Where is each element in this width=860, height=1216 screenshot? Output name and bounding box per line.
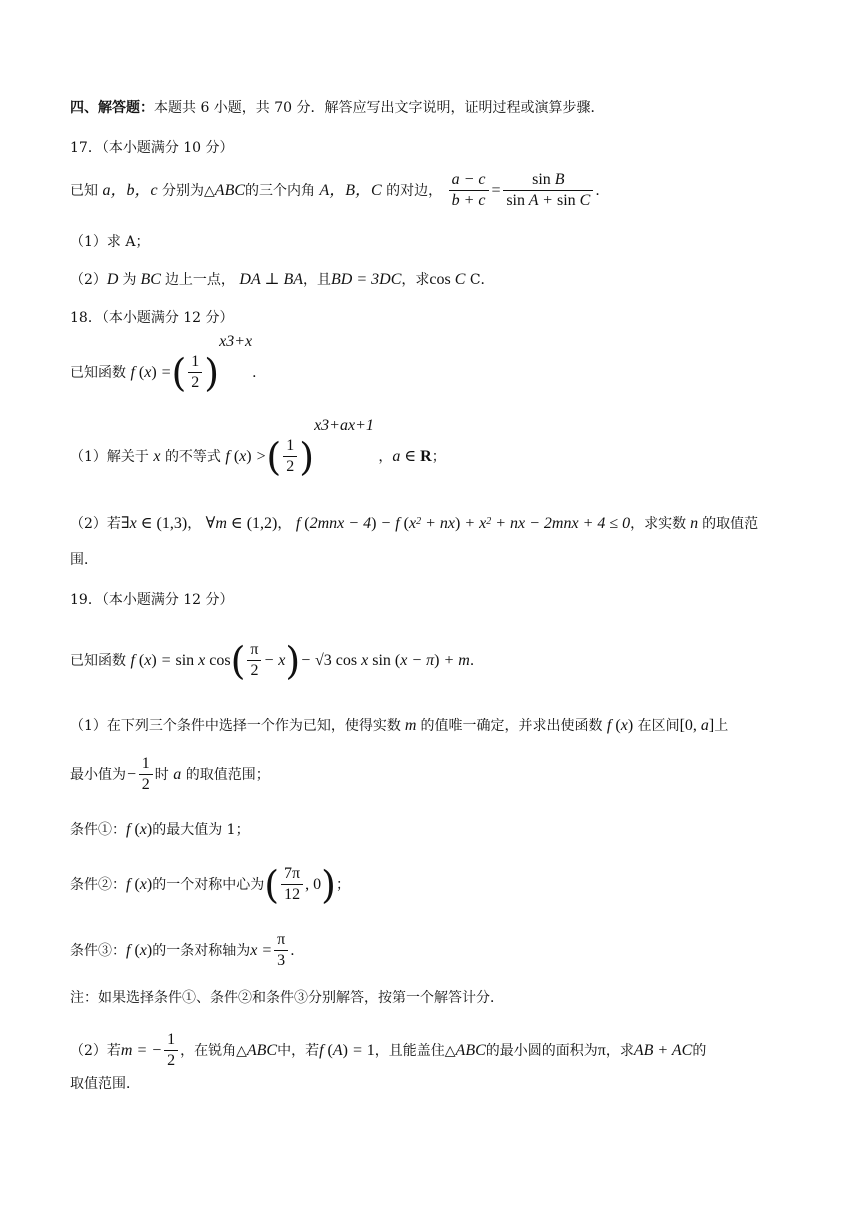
q19-part2: （2）若m = − $\frac{1}{2}$ ，在锐角△ABC中，若f (A) = 1，且能盖住△ABC的最小圆的面积为π，求AB + AC的 bbox=[70, 1031, 707, 1069]
q19-part1-c: 在区间 bbox=[637, 718, 680, 734]
q17-angles: A，B，C bbox=[319, 181, 382, 199]
q17-part2-b: 边上一点， bbox=[164, 272, 235, 288]
q19-part1-b: 的值唯一确定，并求出使函数 bbox=[420, 718, 603, 734]
q17-part2-c: ，且 bbox=[303, 272, 332, 288]
cond1-text: 的最大值为 1； bbox=[152, 822, 250, 838]
cond1-prefix: 条件①： bbox=[70, 822, 126, 838]
q18-part1-prefix: （1）解关于 bbox=[70, 448, 149, 465]
q19-part2-d: ，且能盖住△ bbox=[374, 1042, 456, 1059]
q19-stem: 已知函数 f (x) = sin x cos( $\frac{\pi}{2}$ − x)− √3 cos x sin (x − π) + m． bbox=[70, 638, 484, 683]
section-header bbox=[70, 98, 605, 118]
q18-part2-prefix: （2）若 bbox=[70, 516, 121, 532]
q19-cond3: 条件③：f (x)的一条对称轴为x = $\frac{\pi}{3}$ ． bbox=[70, 931, 305, 969]
q17-frac-left: $\frac{a - c}{b + c}$ bbox=[449, 170, 489, 211]
q19-note: 注：如果选择条件①、条件②和条件③分别解答，按第一个解答计分． bbox=[70, 990, 504, 1006]
q19-part1-d: 上 bbox=[714, 718, 729, 734]
q18-part2-end: ，求实数 bbox=[630, 516, 687, 532]
q17-frac-right: $\frac{\text{sin B}}{\text{sin A + sin C}}$ bbox=[503, 170, 593, 211]
q19-part1-g: 的取值范围； bbox=[185, 766, 270, 783]
q19-part2-b: ，在锐角△ bbox=[180, 1042, 247, 1059]
q17-stem-end: 的对边， bbox=[386, 182, 443, 199]
q19-part1: （1）在下列三个条件中选择一个作为已知，使得实数 m 的值唯一确定，并求出使函数 f (x) 在区间[0, a]上 bbox=[70, 717, 729, 734]
q19-part1-a: （1）在下列三个条件中选择一个作为已知，使得实数 bbox=[70, 718, 401, 734]
q19-part2-f: ，求 bbox=[605, 1042, 634, 1059]
cond2-text: 的一个对称中心为 bbox=[152, 876, 265, 893]
q18-part2-wrap: 围． bbox=[70, 552, 98, 568]
q17-part2: （2）D 为 BC 边上一点， DA ⊥ BA，且BD = 3DC，求cos C C． bbox=[70, 271, 495, 288]
q17-stem-mid: 分别为△ bbox=[162, 182, 215, 199]
q18-part2-end2: 的取值范 bbox=[702, 516, 759, 532]
section-title: 四、解答题： bbox=[70, 100, 154, 116]
q18-title: 18．（本小题满分 12 分） bbox=[70, 310, 234, 326]
q17-part2-prefix: （2） bbox=[70, 272, 107, 288]
q17-vars: a，b，c bbox=[102, 181, 158, 199]
q19-part2-wrap: 取值范围． bbox=[70, 1076, 140, 1092]
q18-stem-text: 已知函数 bbox=[70, 364, 126, 381]
q19-part2-a: （2）若 bbox=[70, 1042, 121, 1059]
q17-title: 17．（本小题满分 10 分） bbox=[70, 140, 234, 156]
q17-part2-d: ，求 bbox=[401, 272, 430, 288]
q17-part2-a: 为 bbox=[122, 272, 137, 288]
q19-part2-c: 中，若 bbox=[277, 1042, 320, 1059]
q18-part2: （2）若∃x ∈ (1,3)， ∀m ∈ (1,2)， f (2mnx − 4) − f $(x^2 + nx) + x^2$ + nx − 2mnx + 4 ≤ 0，求实数 n 的取值范 bbox=[70, 515, 759, 532]
q19-part1-f: 时 bbox=[154, 766, 169, 783]
section-intro: 本题共 6 小题，共 70 分．解答应写出文字说明，证明过程或演算步骤． bbox=[154, 100, 605, 116]
cond2-prefix: 条件②： bbox=[70, 876, 126, 893]
q17-triangle: ABC bbox=[214, 181, 246, 199]
q19-cond1: 条件①：f (x)的最大值为 1； bbox=[70, 821, 250, 838]
q19-stem-text: 已知函数 bbox=[70, 652, 126, 669]
q19-part2-g: 的 bbox=[692, 1042, 707, 1059]
q18-half: $\frac{1}{2}$ bbox=[188, 352, 202, 393]
q19-title: 19．（本小题满分 12 分） bbox=[70, 592, 234, 608]
q17-stem: 已知 a，b，c 分别为△ABC的三个内角 A，B，C 的对边， $\frac{a - c}{b + c}$ = $\frac{\text{sin B}}{\text{sin A + sin C}}$ ． bbox=[70, 171, 610, 209]
q19-cond2: 条件②：f (x)的一个对称中心为( $\frac{7\pi}{12}$ , 0)； bbox=[70, 862, 350, 907]
q17-part2-e: C． bbox=[465, 272, 495, 288]
q19-part2-e: 的最小圆的面积为 bbox=[485, 1042, 598, 1059]
q18-part1: （1）解关于 x 的不等式 f (x) >( $\frac{1}{2}$ )$^{x3+ax+1}$ ，a ∈ R； bbox=[70, 417, 446, 479]
cond3-prefix: 条件③： bbox=[70, 942, 126, 959]
q18-stem: 已知函数 f (x) =( $\frac{1}{2}$ )$^{x3+x}$． bbox=[70, 333, 267, 395]
q17-stem-prefix: 已知 bbox=[70, 182, 98, 199]
q19-part1-e: 最小值为 bbox=[70, 766, 126, 783]
q17-part1: （1）求 A； bbox=[70, 234, 150, 250]
q18-part1-mid: 的不等式 bbox=[164, 448, 221, 465]
cond3-text: 的一条对称轴为 bbox=[152, 942, 251, 959]
q17-stem-mid2: 的三个内角 bbox=[245, 182, 316, 199]
q19-part1-line2: 最小值为− $\frac{1}{2}$ 时 a 的取值范围； bbox=[70, 755, 270, 793]
